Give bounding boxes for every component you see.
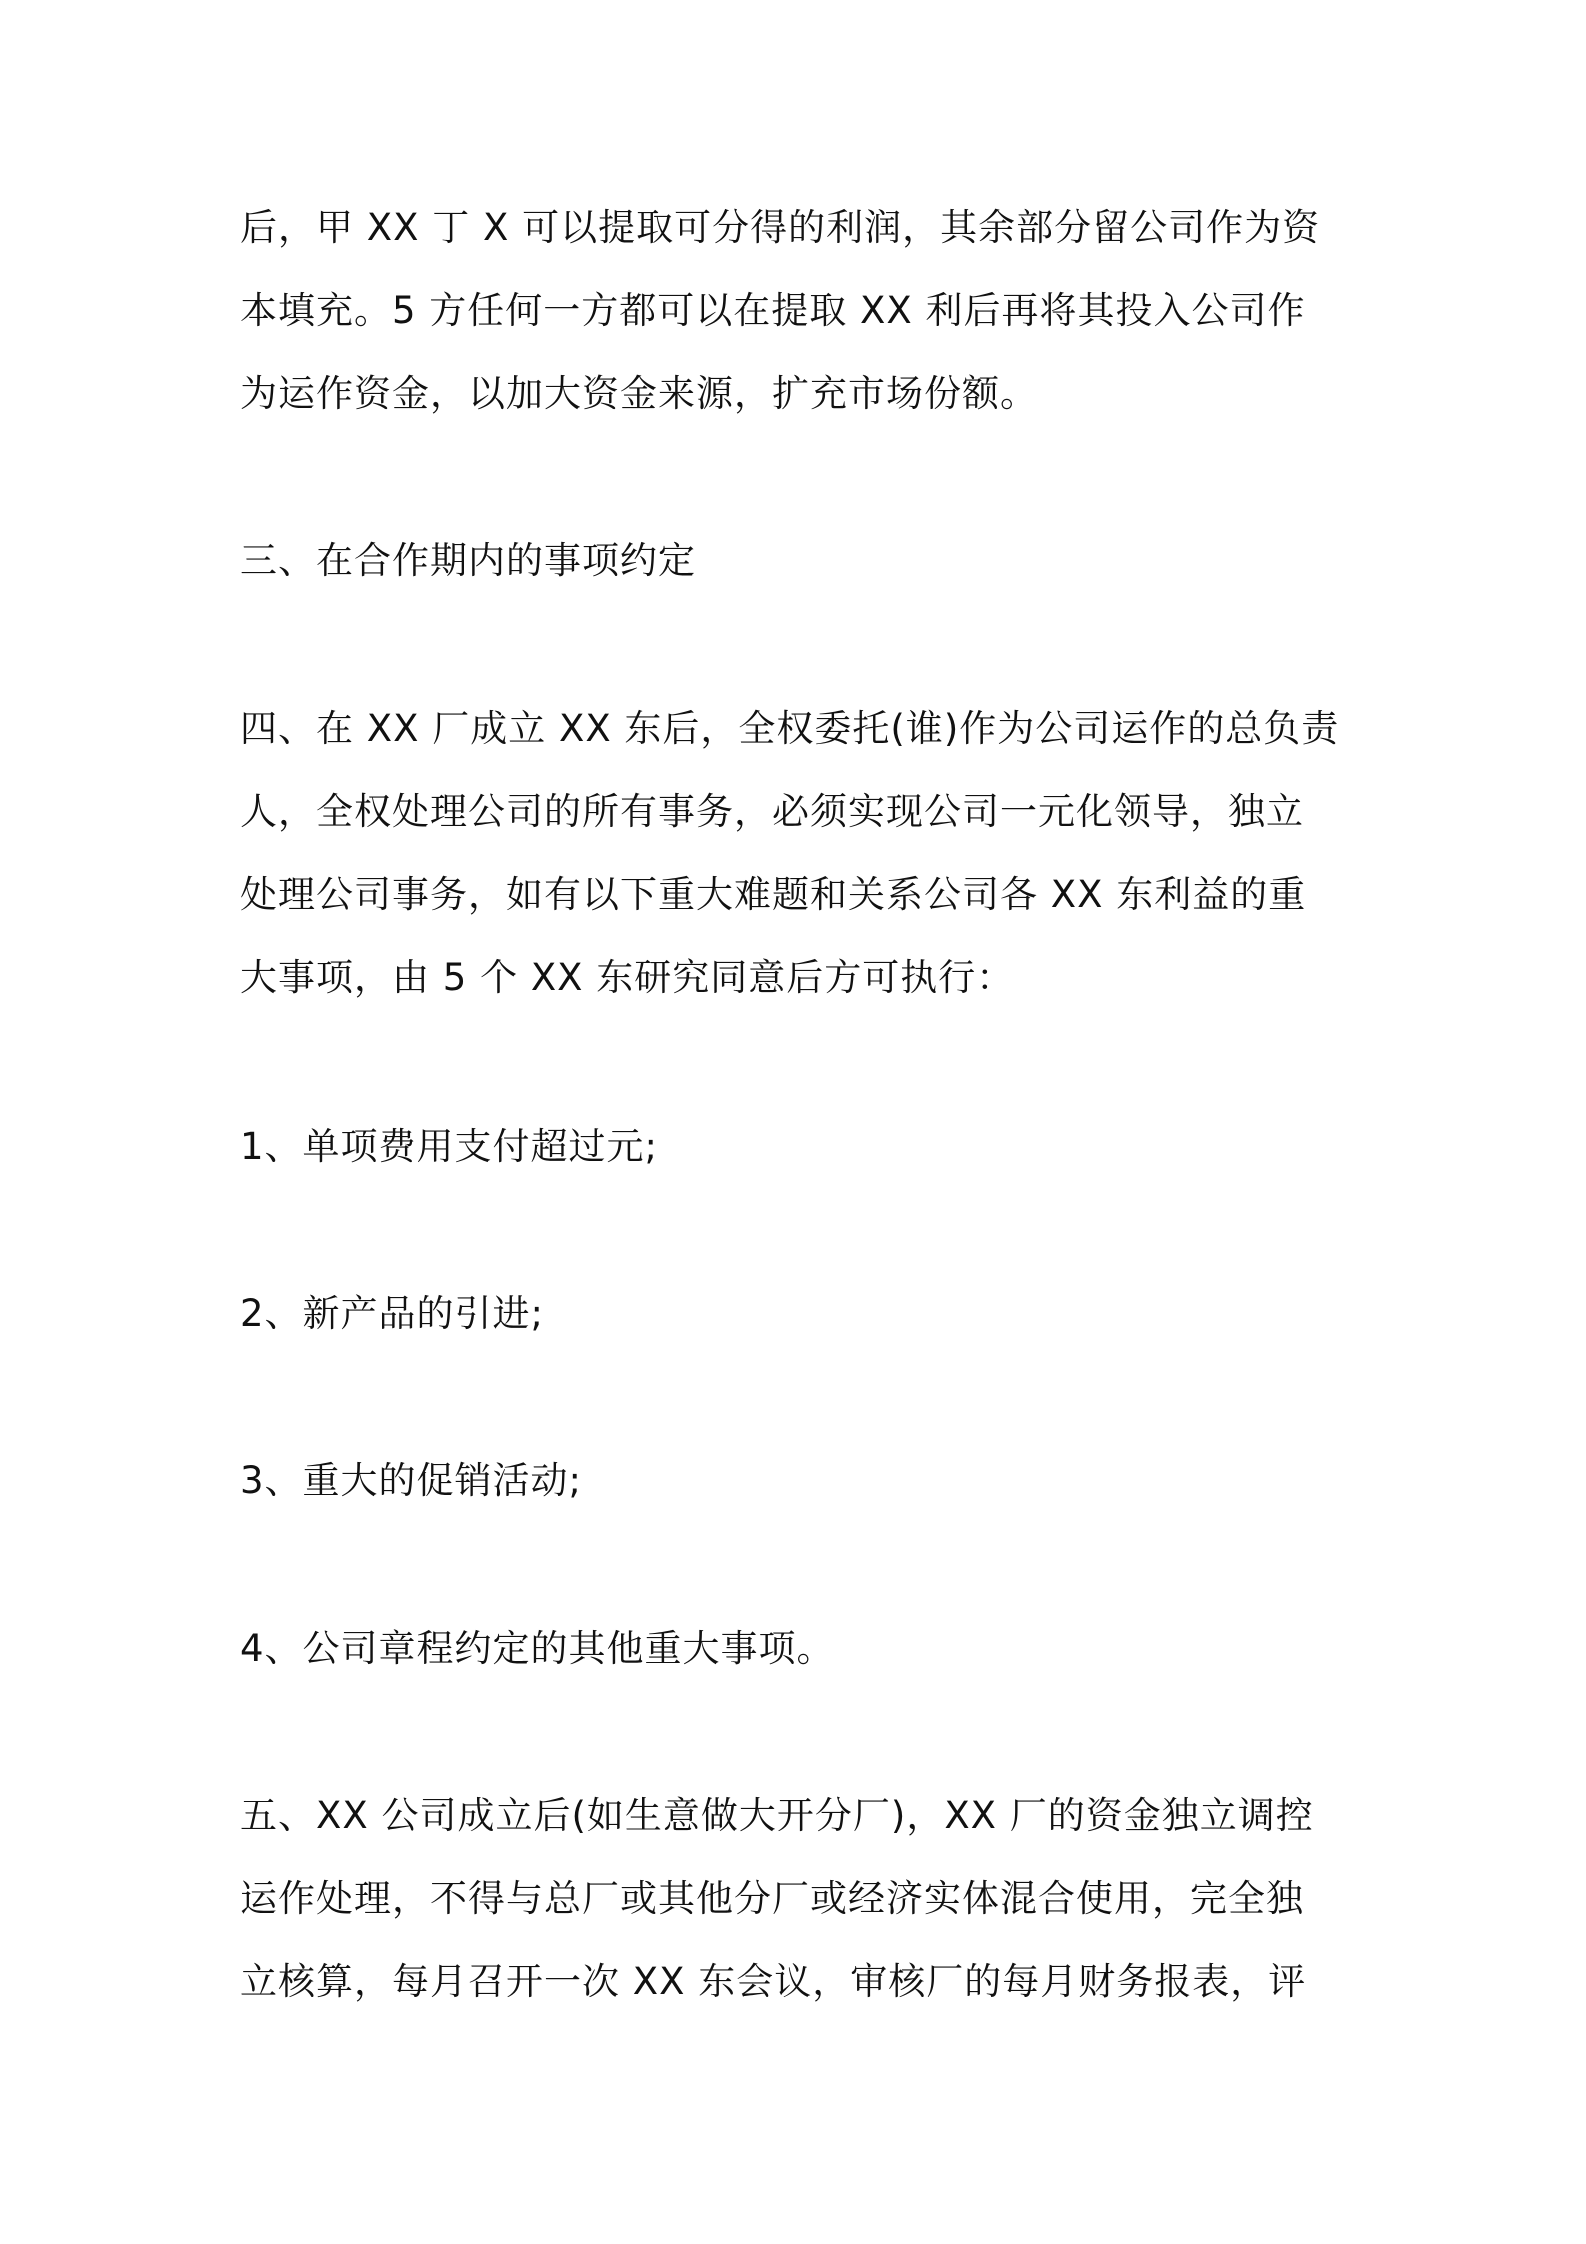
paragraph-1-line-3: 为运作资金，以加大资金来源，扩充市场份额。	[240, 372, 1038, 415]
paragraph-5-line-3: 立核算，每月召开一次 XX 东会议，审核厂的每月财务报表，评	[240, 1960, 1307, 2003]
paragraph-5-line-1: 五、XX 公司成立后(如生意做大开分厂)，XX 厂的资金独立调控	[240, 1794, 1314, 1837]
paragraph-5-line-2: 运作处理，不得与总厂或其他分厂或经济实体混合使用，完全独	[240, 1877, 1304, 1920]
paragraph-4-line-1: 四、在 XX 厂成立 XX 东后，全权委托(谁)作为公司运作的总负责	[240, 707, 1340, 750]
list-item-4: 4、公司章程约定的其他重大事项。	[240, 1627, 835, 1670]
paragraph-4-line-3: 处理公司事务，如有以下重大难题和关系公司各 XX 东利益的重	[240, 873, 1307, 916]
list-item-1: 1、单项费用支付超过元;	[240, 1125, 659, 1168]
paragraph-4-line-4: 大事项，由 5 个 XX 东研究同意后方可执行：	[240, 956, 1015, 999]
paragraph-4-line-2: 人，全权处理公司的所有事务，必须实现公司一元化领导，独立	[240, 790, 1304, 833]
paragraph-1-line-2: 本填充。5 方任何一方都可以在提取 XX 利后再将其投入公司作	[240, 289, 1306, 332]
paragraph-1-line-1: 后，甲 XX 丁 X 可以提取可分得的利润，其余部分留公司作为资	[240, 206, 1321, 249]
list-item-3: 3、重大的促销活动;	[240, 1459, 583, 1502]
list-item-2: 2、新产品的引进;	[240, 1292, 545, 1335]
section-heading-3: 三、在合作期内的事项约定	[240, 539, 696, 582]
